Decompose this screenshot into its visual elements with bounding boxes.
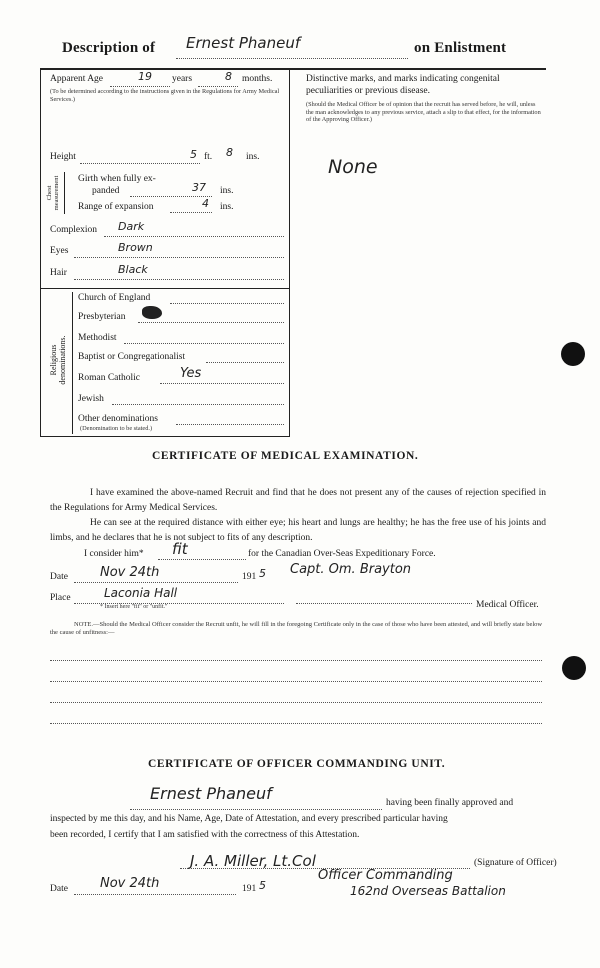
religion-presbyterian: Presbyterian — [78, 312, 126, 322]
religion-side-label-1: Religious — [49, 344, 58, 376]
complexion-value: Dark — [118, 220, 145, 233]
religion-line-2 — [124, 343, 284, 344]
height-ft-value: 5 — [190, 148, 197, 161]
unfit-line-3 — [50, 702, 542, 703]
range-label: Range of expansion — [78, 202, 154, 212]
eyes-line — [74, 257, 284, 258]
complexion-line — [104, 236, 284, 237]
unfit-line-1 — [50, 660, 542, 661]
chest-bracket — [64, 172, 65, 214]
months-label: months. — [242, 74, 273, 84]
unfit-line-2 — [50, 681, 542, 682]
range-unit: ins. — [220, 202, 234, 212]
officer-signature-label: (Signature of Officer) — [474, 858, 557, 868]
eyes-value: Brown — [118, 241, 153, 254]
medical-year-label: 191 — [242, 572, 257, 582]
apparent-age-label: Apparent Age — [50, 74, 104, 84]
religion-top-rule — [40, 288, 290, 289]
marks-heading-1: Distinctive marks, and marks indicating congenital — [306, 74, 500, 84]
unfit-note: * Insert here "fit" or "unfit." — [100, 604, 168, 610]
age-note: (To be determined according to the instructions given in the Regulations for Army Medical Services.) — [50, 88, 280, 103]
medical-para-2: He can see at the required distance with either eye; his heart and lungs are healthy; he has the free use of his joints and limbs, and he declares that he is not subject to fits of any description. — [50, 518, 546, 543]
religion-line-1 — [138, 322, 284, 323]
punch-hole-bottom — [562, 656, 586, 680]
religion-church-of-england: Church of England — [78, 293, 151, 303]
unfit-line-4 — [50, 723, 542, 724]
girth-line — [130, 196, 212, 197]
medical-footnote: NOTE.—Should the Medical Officer consider the Recruit unfit, he will fill in the foregoing Certificate only in the case of those who have been attested, and will briefly state below the cause of unfitness:— — [50, 621, 543, 636]
denomination-note: (Denomination to be stated.) — [80, 425, 153, 432]
religion-bracket — [72, 292, 73, 434]
religion-line-5 — [112, 404, 284, 405]
ink-blot — [142, 306, 162, 319]
complexion-label: Complexion — [50, 225, 97, 235]
medical-cert-title: CERTIFICATE OF MEDICAL EXAMINATION. — [152, 450, 419, 462]
ft-label: ft. — [204, 152, 213, 162]
consider-value: fit — [172, 540, 188, 558]
officer-text-2: inspected by me this day, and his Name, Age, Date of Attestation, and every prescribed particular having — [50, 814, 448, 824]
title-name-line — [176, 58, 408, 59]
age-years-line — [110, 86, 170, 87]
hair-label: Hair — [50, 268, 67, 278]
hair-value: Black — [118, 263, 148, 276]
title-right: on Enlistment — [414, 40, 507, 56]
officer-year-value: 5 — [259, 879, 266, 892]
column-divider — [289, 68, 290, 436]
medical-para-1: I have examined the above-named Recruit and find that he does not present any of the causes of rejection specified in the Regulations for Army Medical Services. — [50, 488, 546, 513]
officer-date-label: Date — [50, 884, 68, 894]
religion-methodist: Methodist — [78, 333, 117, 343]
girth-label-2: panded — [92, 186, 120, 196]
medical-date-value: Nov 24th — [100, 565, 160, 580]
medical-date-label: Date — [50, 572, 68, 582]
medical-officer-line — [296, 603, 472, 604]
medical-date-line — [74, 582, 238, 583]
officer-enlistee-name: Ernest Phaneuf — [150, 784, 272, 803]
officer-rank: Officer Commanding — [318, 868, 453, 883]
medical-officer-label: Medical Officer. — [476, 600, 539, 610]
range-value: 4 — [202, 197, 209, 210]
marks-value: None — [328, 156, 378, 178]
hair-line — [74, 279, 284, 280]
girth-unit: ins. — [220, 186, 234, 196]
officer-cert-title: CERTIFICATE OF OFFICER COMMANDING UNIT. — [148, 758, 446, 770]
marks-heading-2: peculiarities or previous disease. — [306, 86, 430, 96]
girth-value: 37 — [192, 181, 206, 194]
religion-roman-catholic: Roman Catholic — [78, 373, 141, 383]
officer-text-1: having been finally approved and — [386, 798, 514, 808]
officer-signature: J. A. Miller, Lt.Col — [190, 852, 316, 870]
officer-year-label: 191 — [242, 884, 257, 894]
consider-line — [158, 559, 246, 560]
religion-baptist: Baptist or Congregationalist — [78, 352, 186, 362]
officer-date-value: Nov 24th — [100, 876, 160, 891]
age-months-value: 8 — [225, 70, 232, 83]
religion-side-label — [50, 310, 68, 410]
height-ins-value: 8 — [226, 146, 233, 159]
medical-signature: Capt. Om. Brayton — [290, 562, 412, 577]
eyes-label: Eyes — [50, 246, 69, 256]
officer-text-3: been recorded, I certify that I am satisfied with the correctness of this Attestation. — [50, 830, 360, 840]
punch-hole-top — [561, 342, 585, 366]
religion-line-3 — [206, 362, 284, 363]
top-rule — [40, 68, 546, 70]
girth-label-1: Girth when fully ex- — [78, 174, 156, 184]
officer-name-line — [130, 809, 382, 810]
years-label: years — [172, 74, 193, 84]
officer-unit: 162nd Overseas Battalion — [350, 884, 506, 898]
catholic-mark: Yes — [180, 366, 202, 381]
title-left: Description of — [62, 40, 156, 56]
height-label: Height — [50, 152, 76, 162]
height-line — [80, 163, 200, 164]
medical-year-value: 5 — [259, 567, 266, 580]
religion-other: Other denominations — [78, 414, 158, 424]
bottom-rule — [40, 436, 290, 437]
medical-place-value: Laconia Hall — [104, 586, 178, 600]
consider-suffix: for the Canadian Over-Seas Expeditionary Force. — [248, 549, 436, 559]
enlistee-name-title: Ernest Phaneuf — [186, 34, 301, 52]
religion-line-0 — [170, 303, 284, 304]
religion-side-label-2: denominations. — [57, 335, 67, 385]
marks-note: (Should the Medical Officer be of opinion that the recruit has served before, he will, unless the man acknowledges to any previous service, attach a slip to that effect, for the information of the Approving Officer.) — [306, 101, 541, 124]
age-years-value: 19 — [138, 70, 152, 83]
age-months-line — [198, 86, 238, 87]
medical-place-label: Place — [50, 593, 71, 603]
ins-label: ins. — [246, 152, 260, 162]
range-line — [170, 212, 212, 213]
left-rule — [40, 68, 41, 436]
religion-line-4 — [160, 383, 284, 384]
religion-jewish: Jewish — [78, 394, 104, 404]
chest-side-label: Chest measurement — [46, 175, 61, 211]
consider-prefix: I consider him* — [84, 549, 144, 559]
officer-date-line — [74, 894, 236, 895]
